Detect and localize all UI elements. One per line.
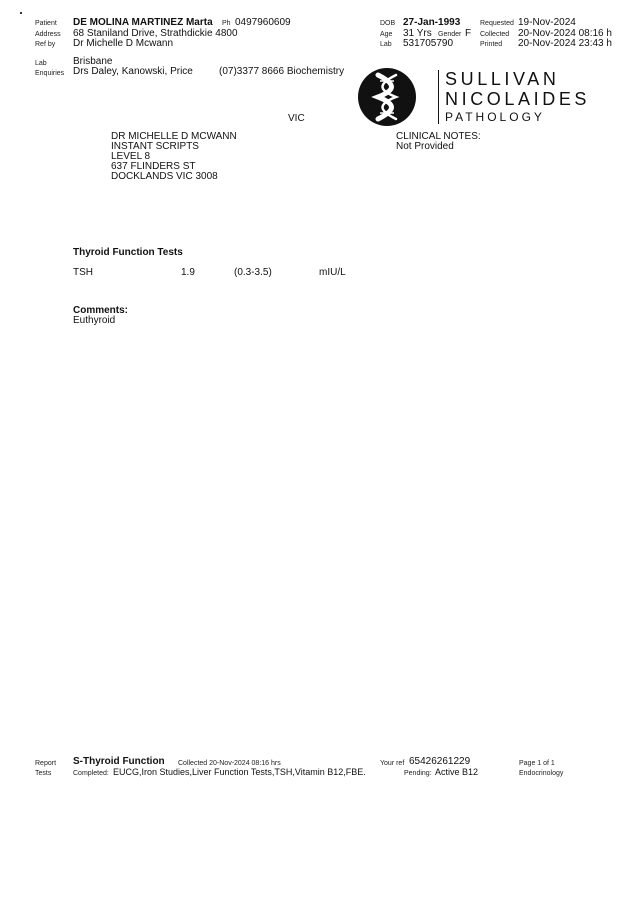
requested-date: 19-Nov-2024 xyxy=(518,17,576,28)
refby-label: Ref by xyxy=(35,41,56,48)
test-name: TSH xyxy=(73,267,93,278)
report-name: S-Thyroid Function xyxy=(73,756,165,767)
stray-mark xyxy=(20,12,22,14)
collected-date: 20-Nov-2024 08:16 h xyxy=(518,28,612,39)
comments-text: Euthyroid xyxy=(73,315,116,326)
lab-no-label: Lab xyxy=(380,41,392,48)
department: Endocrinology xyxy=(519,770,564,777)
lab-location: Brisbane xyxy=(73,56,113,67)
your-ref-value: 65426261229 xyxy=(409,756,471,767)
gender-value: F xyxy=(465,28,472,39)
gender-label: Gender xyxy=(438,31,462,38)
enquiries-doctors: Drs Daley, Kanowski, Price xyxy=(73,66,193,77)
referring-doctor: Dr Michelle D Mcwann xyxy=(73,38,174,49)
lab-number: 531705790 xyxy=(403,38,454,49)
recipient-line-1: DR MICHELLE D MCWANN xyxy=(111,131,237,142)
logo-divider xyxy=(438,70,439,124)
report-label: Report xyxy=(35,760,57,767)
age-label: Age xyxy=(380,31,393,38)
patient-phone: 0497960609 xyxy=(235,17,291,28)
phone-label: Ph xyxy=(222,20,231,27)
completed-tests: EUCG,Iron Studies,Liver Function Tests,TSH,Vitamin B12,FBE. xyxy=(113,767,366,777)
completed-label: Completed: xyxy=(73,770,109,777)
printed-date: 20-Nov-2024 23:43 h xyxy=(518,38,612,49)
pending-label: Pending: xyxy=(404,770,432,777)
patient-address: 68 Staniland Drive, Strathdickie 4800 xyxy=(73,28,238,39)
state-label: VIC xyxy=(288,113,305,124)
your-ref-label: Your ref xyxy=(380,760,405,767)
recipient-line-2: INSTANT SCRIPTS xyxy=(111,141,199,152)
enquiries-phone: (07)3377 8666 Biochemistry xyxy=(219,66,345,77)
company-logo xyxy=(358,68,618,126)
logo-line-1: SULLIVAN xyxy=(445,69,560,89)
collected-label: Collected xyxy=(480,31,510,38)
enquiries-label: Enquiries xyxy=(35,70,65,77)
age-value: 31 Yrs xyxy=(403,28,432,39)
test-value: 1.9 xyxy=(181,267,195,278)
recipient-line-3: LEVEL 8 xyxy=(111,151,151,162)
recipient-line-4: 637 FLINDERS ST xyxy=(111,161,196,172)
clinical-notes-label: CLINICAL NOTES: xyxy=(396,131,481,142)
patient-label: Patient xyxy=(35,20,57,27)
dna-emblem-icon xyxy=(358,68,416,126)
comments-label: Comments: xyxy=(73,305,129,316)
lab-label: Lab xyxy=(35,60,47,67)
results-section-title: Thyroid Function Tests xyxy=(73,247,183,258)
pending-tests: Active B12 xyxy=(435,767,479,777)
page-number: Page 1 of 1 xyxy=(519,760,555,767)
dob-label: DOB xyxy=(380,20,396,27)
report-collected: Collected 20-Nov-2024 08:16 hrs xyxy=(178,760,281,767)
tests-label: Tests xyxy=(35,770,52,777)
requested-label: Requested xyxy=(480,20,514,27)
reference-range: (0.3-3.5) xyxy=(234,267,272,278)
dob-value: 27-Jan-1993 xyxy=(403,17,461,28)
patient-name: DE MOLINA MARTINEZ Marta xyxy=(73,17,213,28)
clinical-notes-value: Not Provided xyxy=(396,141,454,152)
printed-label: Printed xyxy=(480,41,503,48)
test-unit: mIU/L xyxy=(319,267,346,278)
recipient-line-5: DOCKLANDS VIC 3008 xyxy=(111,171,218,182)
logo-line-3: PATHOLOGY xyxy=(445,110,545,124)
logo-line-2: NICOLAIDES xyxy=(445,89,591,109)
address-label: Address xyxy=(35,31,61,38)
